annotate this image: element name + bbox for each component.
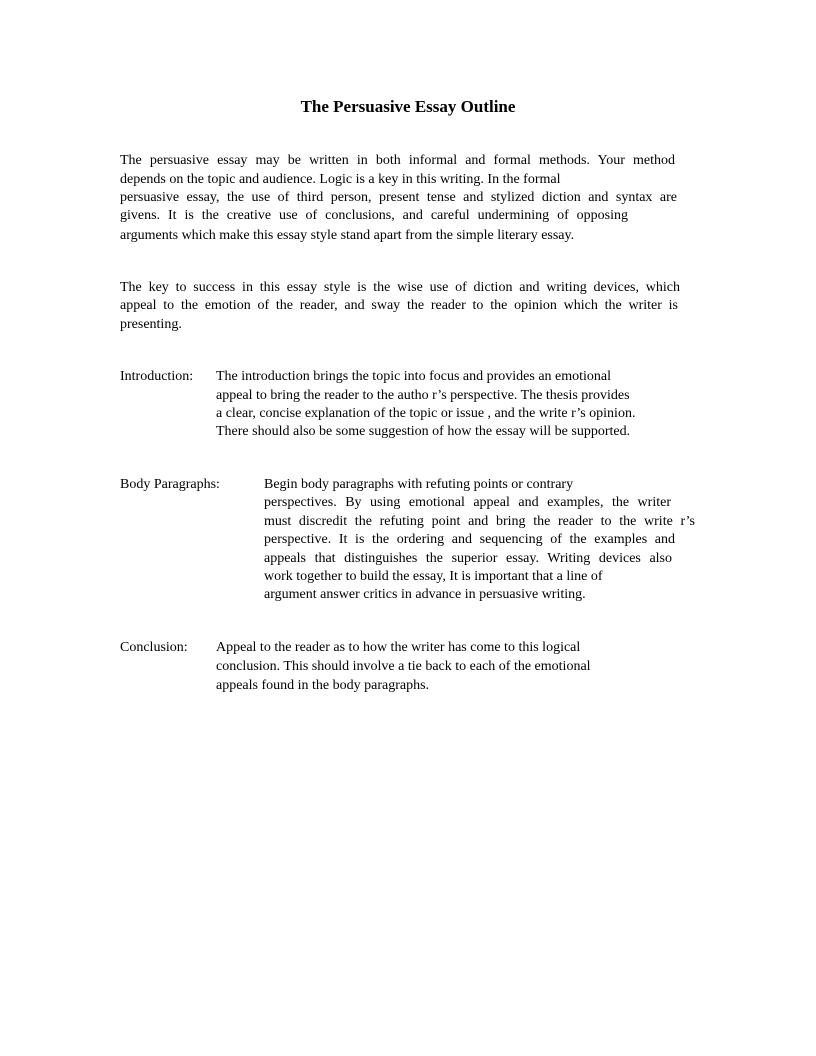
paragraph-1-line-4: givens. It is the creative use of conclusions, and careful undermining of opposing: [120, 208, 628, 223]
introduction-line-4: There should also be some suggestion of how the essay will be supported.: [216, 424, 631, 439]
body-paragraphs-line-4: perspective. It is the ordering and sequencing of the examples and: [264, 532, 675, 547]
introduction-line-1: The introduction brings the topic into focus and provides an emotional: [216, 369, 612, 384]
body-paragraphs-line-7: argument answer critics in advance in persuasive writing.: [264, 587, 586, 602]
body-paragraphs-label: Body Paragraphs:: [120, 477, 220, 492]
body-paragraphs-line-1: Begin body paragraphs with refuting points or contrary: [264, 477, 574, 492]
conclusion-line-1: Appeal to the reader as to how the writer has come to this logical: [216, 640, 581, 655]
body-paragraphs-line-3: must discredit the refuting point and bring the reader to the write r’s: [264, 514, 695, 529]
introduction-line-3: a clear, concise explanation of the topic or issue , and the write r’s opinion.: [216, 406, 636, 421]
body-paragraphs-line-5: appeals that distinguishes the superior essay. Writing devices also: [264, 551, 672, 566]
paragraph-2-line-1: The key to success in this essay style is the wise use of diction and writing devices, which: [120, 280, 680, 295]
paragraph-1-line-3: persuasive essay, the use of third person, present tense and stylized diction and syntax are: [120, 190, 677, 205]
paragraph-2-line-3: presenting.: [120, 317, 182, 332]
paragraph-1-line-1: The persuasive essay may be written in both informal and formal methods. Your method: [120, 153, 675, 168]
paragraph-1-line-5: arguments which make this essay style stand apart from the simple literary essay.: [120, 228, 575, 243]
body-paragraphs-line-2: perspectives. By using emotional appeal and examples, the writer: [264, 495, 671, 510]
document-title: The Persuasive Essay Outline: [300, 97, 516, 116]
conclusion-line-2: conclusion. This should involve a tie back to each of the emotional: [216, 659, 591, 674]
introduction-line-2: appeal to bring the reader to the autho r’s perspective. The thesis provides: [216, 388, 630, 403]
conclusion-label: Conclusion:: [120, 640, 188, 655]
paragraph-1-line-2: depends on the topic and audience. Logic is a key in this writing. In the formal: [120, 172, 561, 187]
introduction-label: Introduction:: [120, 369, 194, 384]
body-paragraphs-line-6: work together to build the essay, It is important that a line of: [264, 569, 603, 584]
paragraph-2-line-2: appeal to the emotion of the reader, and sway the reader to the opinion which the writer is: [120, 298, 678, 313]
conclusion-line-3: appeals found in the body paragraphs.: [216, 678, 430, 693]
